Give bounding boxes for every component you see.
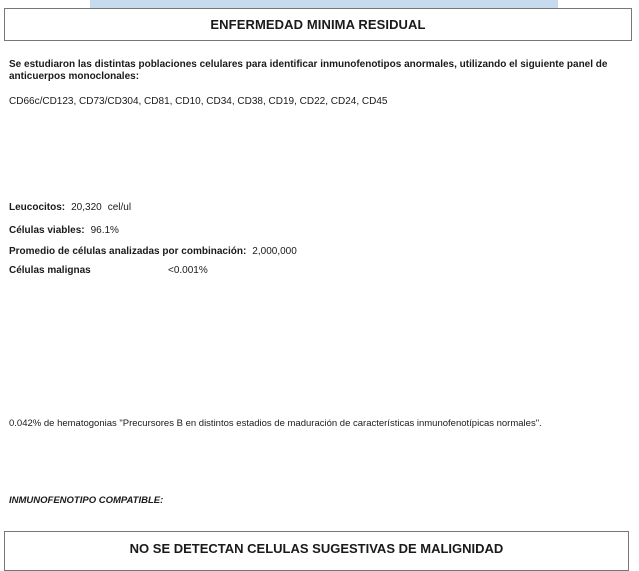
report-title: ENFERMEDAD MINIMA RESIDUAL bbox=[210, 17, 426, 32]
intro-paragraph: Se estudiaron las distintas poblaciones celulares para identificar inmunofenotipos anormales, utilizando el siguiente panel de anticuerpos monoclonales: bbox=[9, 59, 608, 82]
phenotype-label: INMUNOFENOTIPO COMPATIBLE: bbox=[9, 495, 164, 506]
header-band bbox=[90, 0, 558, 8]
malignas-label: Células malignas bbox=[9, 265, 91, 276]
result-text: NO SE DETECTAN CELULAS SUGESTIVAS DE MALIGNIDAD bbox=[129, 540, 504, 556]
hematogonias-note: 0.042% de hematogonias "Precursores B en distintos estadios de maduración de características inmunofenotípicas normales". bbox=[9, 418, 542, 429]
leucocitos-field bbox=[9, 202, 131, 214]
leucocitos-unit: cel/ul bbox=[107, 202, 132, 213]
leucocitos-value: 20,320 bbox=[71, 202, 102, 213]
title-box bbox=[4, 8, 632, 41]
antibody-panel-list: CD66c/CD123, CD73/CD304, CD81, CD10, CD34, CD38, CD19, CD22, CD24, CD45 bbox=[9, 96, 388, 107]
viables-value: 96.1% bbox=[90, 225, 119, 236]
promedio-field bbox=[9, 246, 297, 258]
viables-label: Células viables: bbox=[9, 225, 85, 236]
malignas-value: <0.001% bbox=[168, 265, 208, 276]
viables-field bbox=[9, 225, 119, 237]
promedio-value: 2,000,000 bbox=[252, 246, 297, 257]
malignas-field bbox=[9, 265, 208, 277]
promedio-label: Promedio de células analizadas por combinación: bbox=[9, 246, 247, 257]
leucocitos-label: Leucocitos: bbox=[9, 202, 66, 213]
result-box bbox=[4, 531, 629, 571]
